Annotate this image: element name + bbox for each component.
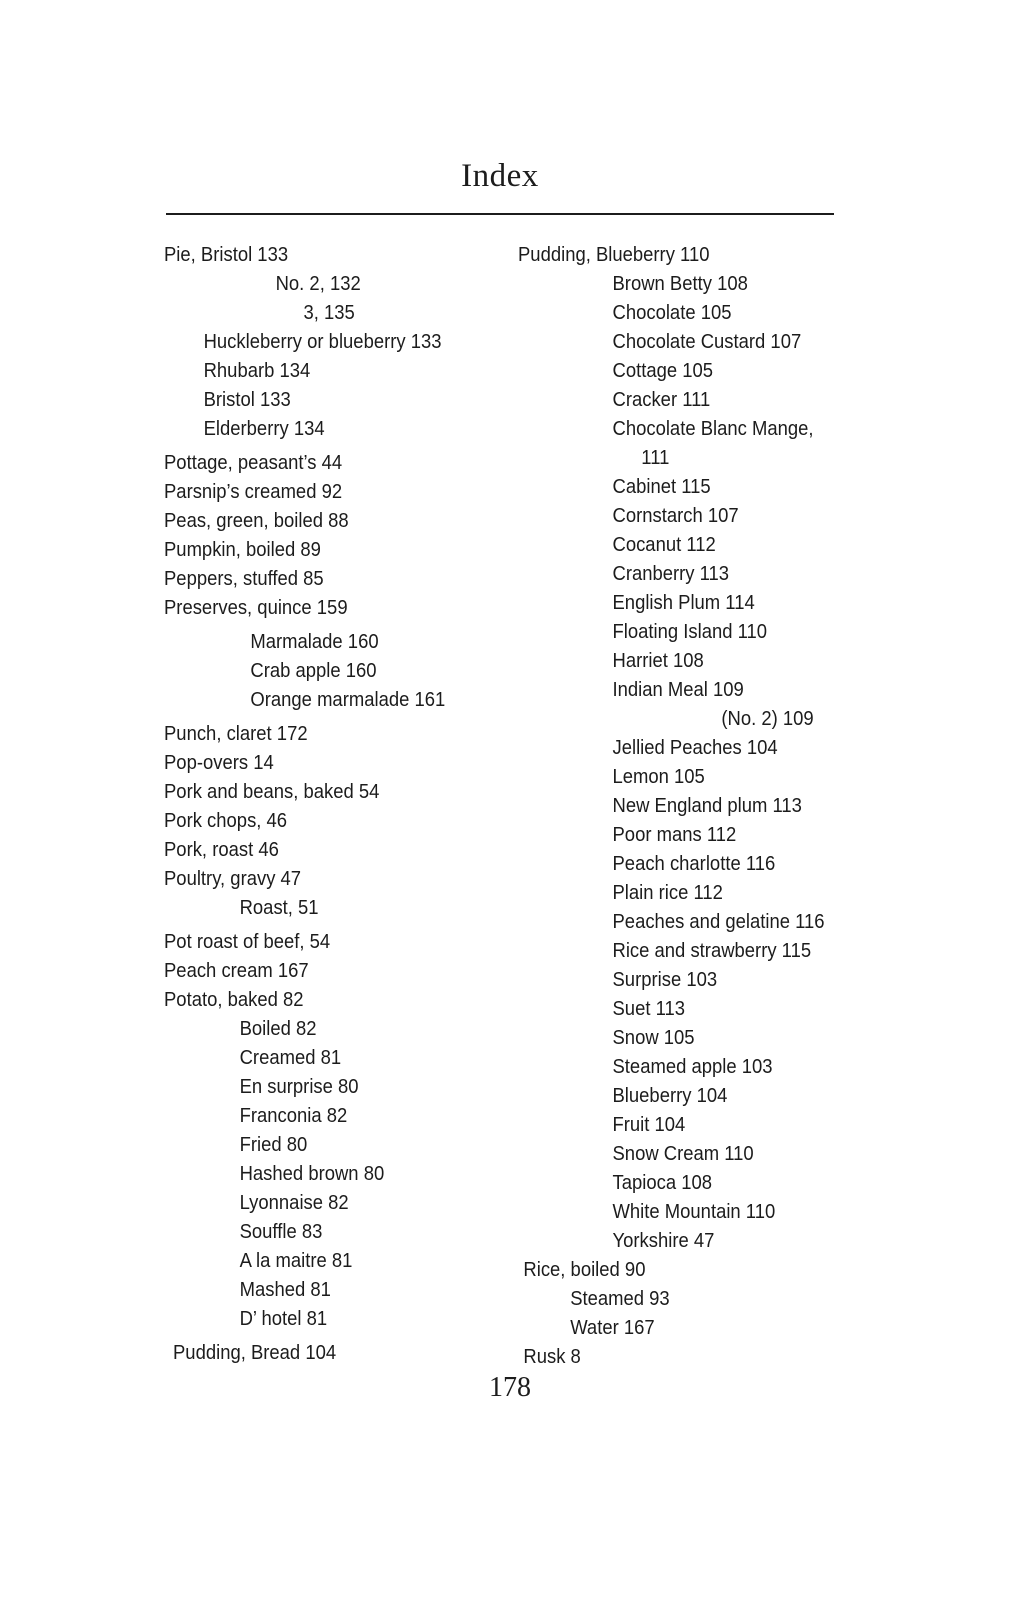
index-entry: D’ hotel 81	[239, 1307, 328, 1330]
index-entry: Parsnip’s creamed 92	[164, 480, 343, 503]
page-number: 178	[489, 1372, 531, 1403]
index-entry: Fruit 104	[612, 1113, 686, 1136]
index-entry: Chocolate 105	[612, 301, 732, 324]
index-entry: Pork, roast 46	[164, 838, 279, 861]
index-entry: Rusk 8	[523, 1345, 581, 1368]
index-entry: Floating Island 110	[612, 620, 768, 643]
index-entry: Peppers, stuffed 85	[164, 567, 324, 590]
index-entry: Cottage 105	[612, 359, 714, 382]
index-entry: Yorkshire 47	[612, 1229, 715, 1252]
index-entry: No. 2, 132	[275, 272, 361, 295]
index-entry: Snow 105	[612, 1026, 695, 1049]
index-entry: Elderberry 134	[203, 417, 325, 440]
index-entry: Tapioca 108	[612, 1171, 713, 1194]
index-entry: Poor mans 112	[612, 823, 737, 846]
index-entry: Potato, baked 82	[164, 988, 304, 1011]
index-entry: Steamed apple 103	[612, 1055, 773, 1078]
index-entry: English Plum 114	[612, 591, 755, 614]
index-entry: Peaches and gelatine 116	[612, 910, 825, 933]
index-entry: Fried 80	[239, 1133, 308, 1156]
index-entry: Snow Cream 110	[612, 1142, 754, 1165]
index-entry: Cabinet 115	[612, 475, 711, 498]
index-column-left	[164, 240, 524, 1367]
page-title: Index	[461, 158, 539, 194]
index-entry: (No. 2) 109	[721, 707, 814, 730]
index-entry: Franconia 82	[239, 1104, 348, 1127]
index-entry: Surprise 103	[612, 968, 718, 991]
index-entry: Chocolate Blanc Mange,	[612, 417, 814, 440]
index-entry: Lyonnaise 82	[239, 1191, 349, 1214]
index-entry: Pork chops, 46	[164, 809, 288, 832]
index-entry: Mashed 81	[239, 1278, 331, 1301]
index-entry: Peach charlotte 116	[612, 852, 776, 875]
title-rule	[166, 213, 834, 215]
index-entry: Marmalade 160	[250, 630, 379, 653]
index-entry: Blueberry 104	[612, 1084, 728, 1107]
index-entry: Pudding, Bread 104	[173, 1341, 337, 1364]
index-entry: White Mountain 110	[612, 1200, 776, 1223]
index-entry: Punch, claret 172	[164, 722, 308, 745]
index-entry: Preserves, quince 159	[164, 596, 348, 619]
index-entry: Pottage, peasant’s 44	[164, 451, 343, 474]
index-entry: Bristol 133	[203, 388, 291, 411]
index-entry: Poultry, gravy 47	[164, 867, 302, 890]
index-entry: Crab apple 160	[250, 659, 377, 682]
index-entry: Rhubarb 134	[203, 359, 311, 382]
index-column-right	[518, 240, 878, 1371]
index-entry: Huckleberry or blueberry 133	[203, 330, 442, 353]
index-entry: Pork and beans, baked 54	[164, 780, 380, 803]
index-entry: Plain rice 112	[612, 881, 723, 904]
index-entry: Pudding, Blueberry 110	[518, 243, 710, 266]
index-entry: Jellied Peaches 104	[612, 736, 778, 759]
index-entry: Souffle 83	[239, 1220, 323, 1243]
index-entry: Water 167	[570, 1316, 655, 1339]
index-entry: New England plum 113	[612, 794, 802, 817]
index-entry: Lemon 105	[612, 765, 705, 788]
index-entry: Brown Betty 108	[612, 272, 748, 295]
index-entry: Cranberry 113	[612, 562, 730, 585]
index-entry: Pie, Bristol 133	[164, 243, 289, 266]
index-entry: Harriet 108	[612, 649, 704, 672]
index-entry: Pop-overs 14	[164, 751, 274, 774]
index-entry: Indian Meal 109	[612, 678, 744, 701]
index-entry: En surprise 80	[239, 1075, 359, 1098]
index-entry: Rice and strawberry 115	[612, 939, 812, 962]
index-entry: Peas, green, boiled 88	[164, 509, 349, 532]
index-entry: 3, 135	[303, 301, 355, 324]
index-entry: A la maitre 81	[239, 1249, 353, 1272]
index-entry: Hashed brown 80	[239, 1162, 385, 1185]
index-entry: Cocanut 112	[612, 533, 716, 556]
index-entry: Steamed 93	[570, 1287, 670, 1310]
index-entry: 111	[641, 446, 670, 469]
index-entry: Boiled 82	[239, 1017, 317, 1040]
index-entry: Creamed 81	[239, 1046, 342, 1069]
index-entry: Rice, boiled 90	[523, 1258, 646, 1281]
index-entry: Peach cream 167	[164, 959, 309, 982]
index-entry: Pot roast of beef, 54	[164, 930, 331, 953]
index-entry: Orange marmalade 161	[250, 688, 446, 711]
index-entry: Cornstarch 107	[612, 504, 739, 527]
index-entry: Roast, 51	[239, 896, 319, 919]
index-entry: Suet 113	[612, 997, 686, 1020]
index-entry: Chocolate Custard 107	[612, 330, 802, 353]
index-entry: Cracker 111	[612, 388, 711, 411]
index-entry: Pumpkin, boiled 89	[164, 538, 321, 561]
